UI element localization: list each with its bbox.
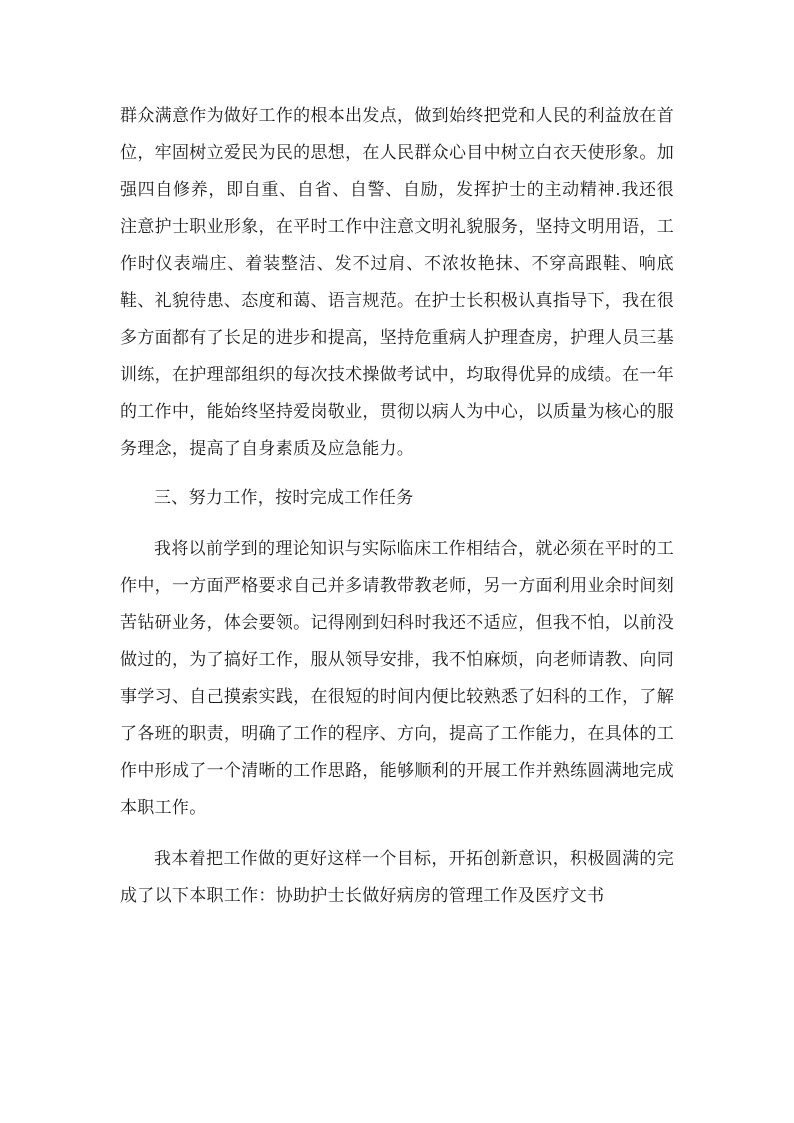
body-paragraph: 群众满意作为做好工作的根本出发点，做到始终把党和人民的利益放在首位，牢固树立爱民为民的思想，在人民群众心目中树立白衣天使形象。加强四自修养，即自重、自省、自警、自励，发挥护士的主动精神.我还很注意护士职业形象，在平时工作中注意文明礼貌服务，坚持文明用语，工作时仪表端庄、着装整洁、发不过肩、不浓妆艳抹、不穿高跟鞋、响底鞋、礼貌待患、态度和蔼、语言规范。在护士长积极认真指导下，我在很多方面都有了长足的进步和提高，坚持危重病人护理查房，护理人员三基训练，在护理部组织的每次技术操做考试中，均取得优异的成绩。在一年的工作中，能始终坚持爱岗敬业，贯彻以病人为中心，以质量为核心的服务理念，提高了自身素质及应急能力。: [120, 106, 674, 459]
section-heading: 三、努力工作，按时完成工作任务: [154, 488, 414, 508]
body-paragraph: 我本着把工作做的更好这样一个目标，开拓创新意识，积极圆满的完成了以下本职工作：协助护士长做好病房的管理工作及医疗文书: [120, 849, 674, 906]
document-body: [120, 98, 674, 915]
body-paragraph: 我将以前学到的理论知识与实际临床工作相结合，就必须在平时的工作中，一方面严格要求自己并多请教带教老师，另一方面利用业余时间刻苦钻研业务，体会要领。记得刚到妇科时我还不适应，但我不怕，以前没做过的，为了搞好工作，服从领导安排，我不怕麻烦，向老师请教、向同事学习、自己摸索实践，在很短的时间内便比较熟悉了妇科的工作，了解了各班的职责，明确了工作的程序、方向，提高了工作能力，在具体的工作中形成了一个清晰的工作思路，能够顺利的开展工作并熟练圆满地完成本职工作。: [120, 539, 674, 818]
